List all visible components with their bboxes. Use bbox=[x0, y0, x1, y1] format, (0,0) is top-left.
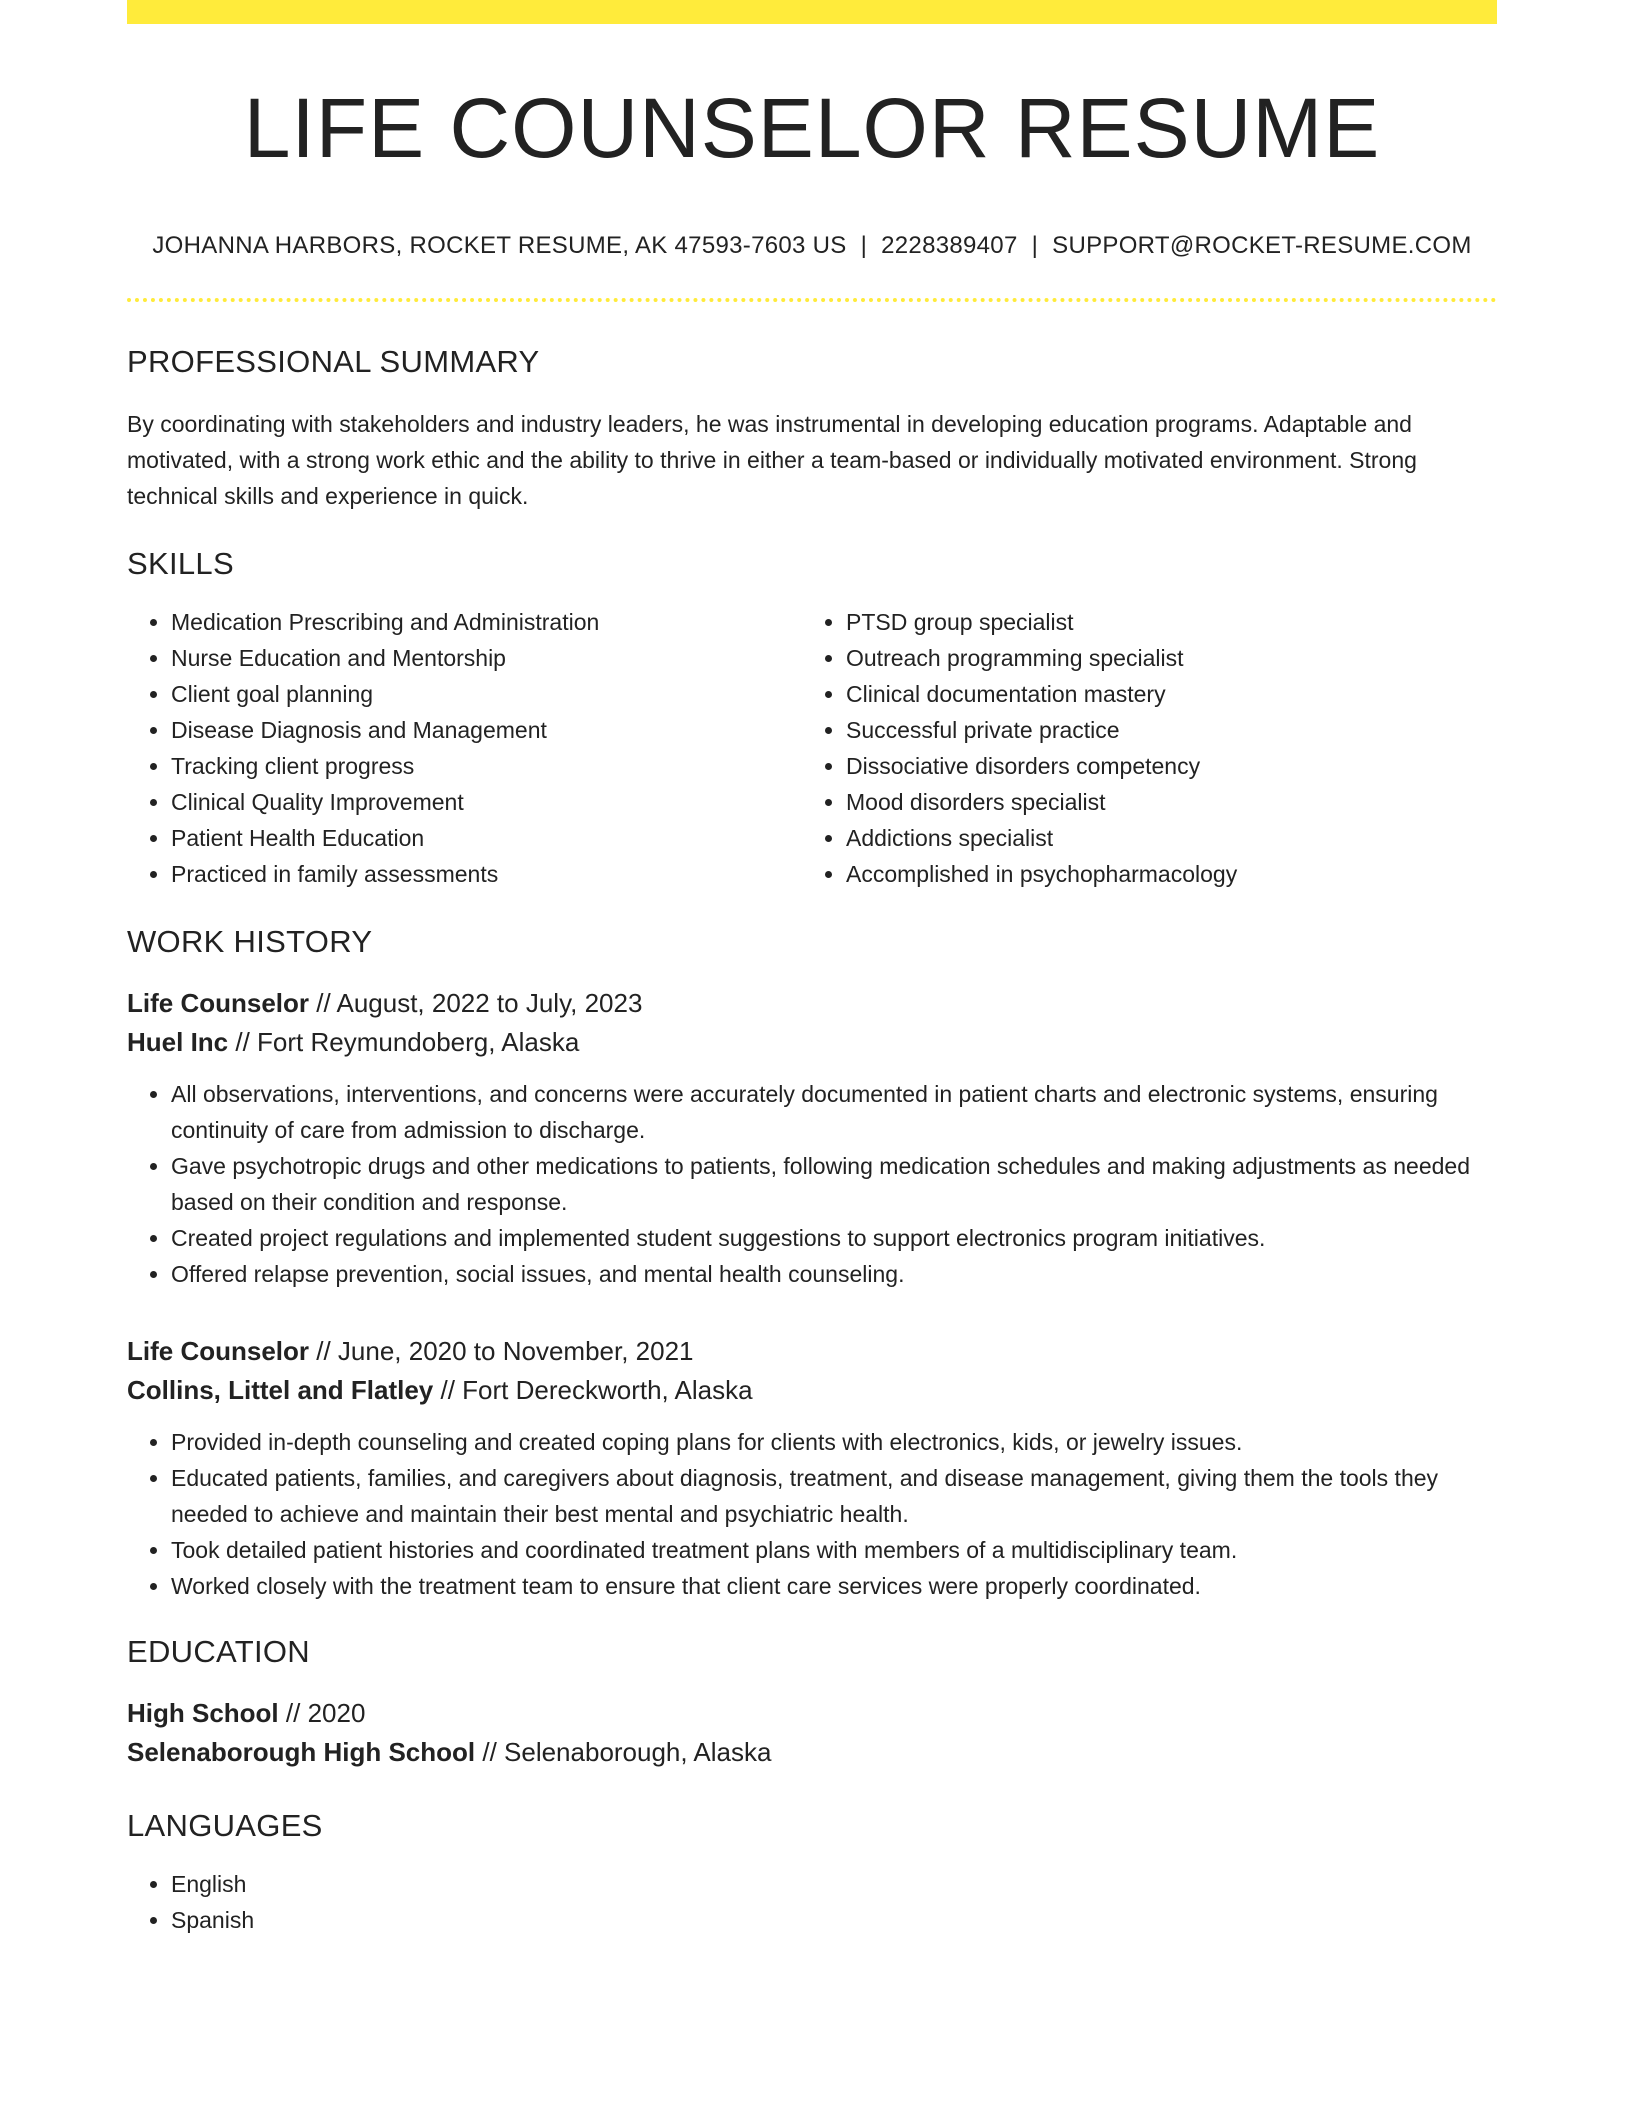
language-item: • English bbox=[171, 1866, 1497, 1902]
job-bullet: • Created project regulations and implemented student suggestions to support electronics program initiatives. bbox=[171, 1220, 1497, 1256]
job-company: Huel Inc bbox=[127, 1027, 229, 1058]
work-heading: WORK HISTORY bbox=[127, 924, 373, 960]
languages-heading: LANGUAGES bbox=[127, 1808, 323, 1844]
skill-item: • Addictions specialist bbox=[846, 820, 1477, 856]
job-location: // Fort Reymundoberg, Alaska bbox=[228, 1027, 580, 1058]
skill-item: • Dissociative disorders competency bbox=[846, 748, 1477, 784]
skill-item: • Medication Prescribing and Administration bbox=[171, 604, 802, 640]
job-bullet: • Provided in-depth counseling and created coping plans for clients with electronics, kids, or jewelry issues. bbox=[171, 1424, 1497, 1460]
education-year: // 2020 bbox=[278, 1698, 366, 1729]
education-degree: High School bbox=[127, 1698, 279, 1729]
skill-item: • Disease Diagnosis and Management bbox=[171, 712, 802, 748]
job-entry bbox=[127, 984, 1497, 1292]
languages-block bbox=[127, 1866, 1497, 1938]
skills-right-list bbox=[802, 604, 1477, 892]
job-bullet: • Gave psychotropic drugs and other medications to patients, following medication schedules and making adjustments as needed based on their condition and response. bbox=[171, 1148, 1497, 1220]
skill-item: • Practiced in family assessments bbox=[171, 856, 802, 892]
education-school: Selenaborough High School bbox=[127, 1737, 476, 1768]
job-bullet: • All observations, interventions, and concerns were accurately documented in patient charts and electronic systems, ensuring continuity of care from admission to discharge. bbox=[171, 1076, 1497, 1148]
job-title: Life Counselor bbox=[127, 988, 310, 1019]
job-bullet: • Worked closely with the treatment team to ensure that client care services were properly coordinated. bbox=[171, 1568, 1497, 1604]
education-heading: EDUCATION bbox=[127, 1634, 310, 1670]
contact-separator: | bbox=[1031, 232, 1039, 260]
resume-title: LIFE COUNSELOR RESUME bbox=[243, 81, 1381, 175]
education-entry bbox=[127, 1694, 1497, 1772]
job-title-line bbox=[127, 984, 1497, 1023]
top-accent-bar bbox=[127, 0, 1497, 24]
job-dates: // June, 2020 to November, 2021 bbox=[309, 1336, 694, 1367]
job-company: Collins, Littel and Flatley bbox=[127, 1375, 434, 1406]
dotted-divider bbox=[127, 298, 1497, 302]
summary-text: By coordinating with stakeholders and industry leaders, he was instrumental in developing education programs. Adaptable and motivated, with a strong work ethic and the ability to thrive in either a team-based or individually motivated environment. Strong technical skills and experience in quick. bbox=[127, 411, 1417, 510]
job-company-line bbox=[127, 1371, 1497, 1410]
job-bullet: • Offered relapse prevention, social issues, and mental health counseling. bbox=[171, 1256, 1497, 1292]
skill-item: • Mood disorders specialist bbox=[846, 784, 1477, 820]
skill-item: • PTSD group specialist bbox=[846, 604, 1477, 640]
job-bullet: • Educated patients, families, and caregivers about diagnosis, treatment, and disease management, giving them the tools they needed to achieve and maintain their best mental and psychiatric health. bbox=[171, 1460, 1497, 1532]
job-company-line bbox=[127, 1023, 1497, 1062]
job-bullets bbox=[127, 1424, 1497, 1604]
resume-page bbox=[127, 0, 1497, 1938]
education-degree-line bbox=[127, 1694, 1497, 1733]
contact-separator: | bbox=[860, 232, 868, 260]
skill-item: • Accomplished in psychopharmacology bbox=[846, 856, 1477, 892]
job-dates: // August, 2022 to July, 2023 bbox=[309, 988, 643, 1019]
skill-item: • Client goal planning bbox=[171, 676, 802, 712]
skill-item: • Patient Health Education bbox=[171, 820, 802, 856]
skills-heading: SKILLS bbox=[127, 546, 234, 582]
contact-address: JOHANNA HARBORS, ROCKET RESUME, AK 47593-7603 US bbox=[152, 232, 847, 260]
contact-phone: 2228389407 bbox=[881, 232, 1018, 260]
skill-item: • Clinical documentation mastery bbox=[846, 676, 1477, 712]
job-bullets bbox=[127, 1076, 1497, 1292]
skill-item: • Tracking client progress bbox=[171, 748, 802, 784]
summary-heading: PROFESSIONAL SUMMARY bbox=[127, 344, 540, 380]
skills-columns bbox=[127, 604, 1497, 892]
skill-item: • Clinical Quality Improvement bbox=[171, 784, 802, 820]
job-title: Life Counselor bbox=[127, 1336, 310, 1367]
job-title-line bbox=[127, 1332, 1497, 1371]
job-bullet: • Took detailed patient histories and coordinated treatment plans with members of a multidisciplinary team. bbox=[171, 1532, 1497, 1568]
contact-line bbox=[127, 232, 1497, 260]
skill-item: • Outreach programming specialist bbox=[846, 640, 1477, 676]
skill-item: • Nurse Education and Mentorship bbox=[171, 640, 802, 676]
education-location: // Selenaborough, Alaska bbox=[475, 1737, 772, 1768]
skills-left-list bbox=[127, 604, 802, 892]
skill-item: • Successful private practice bbox=[846, 712, 1477, 748]
job-location: // Fort Dereckworth, Alaska bbox=[433, 1375, 753, 1406]
language-item: • Spanish bbox=[171, 1902, 1497, 1938]
languages-list bbox=[127, 1866, 1497, 1938]
education-school-line bbox=[127, 1733, 1497, 1772]
job-entry bbox=[127, 1332, 1497, 1604]
contact-email: SUPPORT@ROCKET-RESUME.COM bbox=[1052, 232, 1472, 260]
